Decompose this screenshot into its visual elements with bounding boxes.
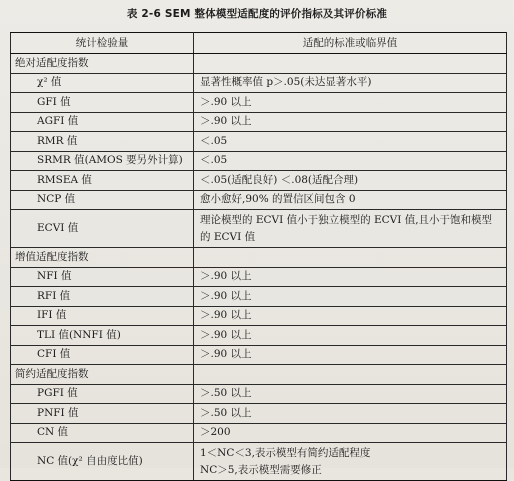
criterion-line: 1＜NC＜3,表示模型有简约适配程度 — [200, 446, 371, 459]
criterion-line: NC＞5,表示模型需要修正 — [200, 463, 322, 476]
table-row — [11, 404, 507, 424]
index-criterion: 愈小愈好,90% 的置信区间包含 0 — [194, 190, 507, 210]
evaluation-table — [10, 32, 507, 481]
section-title: 增值适配度指数 — [11, 248, 194, 268]
table-row — [11, 384, 507, 404]
index-criterion: ＞200 — [194, 423, 507, 443]
index-criterion: ＞.90 以上 — [194, 267, 507, 287]
index-name: CFI 值 — [11, 345, 194, 365]
index-criterion: ＞.90 以上 — [194, 326, 507, 346]
table-row — [11, 132, 507, 152]
index-criterion: ＞.50 以上 — [194, 404, 507, 424]
table-row — [11, 287, 507, 307]
index-criterion: ＞.90 以上 — [194, 287, 507, 307]
table-row — [11, 326, 507, 346]
index-criterion: ＞.90 以上 — [194, 306, 507, 326]
index-criterion: ＜.05 — [194, 132, 507, 152]
index-criterion: 显著性概率值 p＞.05(未达显著水平) — [194, 73, 507, 93]
table-row — [11, 190, 507, 210]
table-row — [11, 93, 507, 113]
table-header-row — [11, 33, 507, 54]
table-row — [11, 267, 507, 287]
index-name: RMSEA 值 — [11, 171, 194, 191]
table-row — [11, 73, 507, 93]
index-name: IFI 值 — [11, 306, 194, 326]
table-row — [11, 151, 507, 171]
section-row-incremental-fit — [11, 248, 507, 268]
index-criterion — [194, 443, 507, 481]
table-row — [11, 306, 507, 326]
table-row — [11, 345, 507, 365]
index-name: PGFI 值 — [11, 384, 194, 404]
section-title: 简约适配度指数 — [11, 365, 194, 385]
table-caption: 表 2-6 SEM 整体模型适配度的评价指标及其评价标准 — [126, 8, 388, 20]
header-statistic: 统计检验量 — [11, 33, 194, 54]
index-criterion: ＞.90 以上 — [194, 345, 507, 365]
index-criterion: ＞.50 以上 — [194, 384, 507, 404]
section-row-absolute-fit — [11, 54, 507, 74]
section-title: 绝对适配度指数 — [11, 54, 194, 74]
index-name: χ² 值 — [11, 73, 194, 93]
index-name: GFI 值 — [11, 93, 194, 113]
index-criterion: ＜.05(适配良好) ＜.08(适配合理) — [194, 171, 507, 191]
index-name: CN 值 — [11, 423, 194, 443]
index-criterion: ＞.90 以上 — [194, 112, 507, 132]
index-name: RFI 值 — [11, 287, 194, 307]
index-criterion: 理论模型的 ECVI 值小于独立模型的 ECVI 值,且小于饱和模型的 ECVI 值 — [194, 210, 507, 248]
table-row — [11, 443, 507, 481]
index-criterion: ＞.90 以上 — [194, 93, 507, 113]
table-row — [11, 112, 507, 132]
section-row-parsimonious-fit — [11, 365, 507, 385]
table-row — [11, 423, 507, 443]
index-name: AGFI 值 — [11, 112, 194, 132]
index-name: SRMR 值(AMOS 要另外计算) — [11, 151, 194, 171]
index-name: NFI 值 — [11, 267, 194, 287]
index-name: TLI 值(NNFI 值) — [11, 326, 194, 346]
index-name: ECVI 值 — [11, 210, 194, 248]
section-empty-cell — [194, 365, 507, 385]
table-row — [11, 210, 507, 248]
index-name: PNFI 值 — [11, 404, 194, 424]
index-name: NC 值(χ² 自由度比值) — [11, 443, 194, 481]
index-name: NCP 值 — [11, 190, 194, 210]
header-criterion: 适配的标准或临界值 — [194, 33, 507, 54]
index-criterion: ＜.05 — [194, 151, 507, 171]
table-row — [11, 171, 507, 191]
index-name: RMR 值 — [11, 132, 194, 152]
section-empty-cell — [194, 248, 507, 268]
section-empty-cell — [194, 54, 507, 74]
